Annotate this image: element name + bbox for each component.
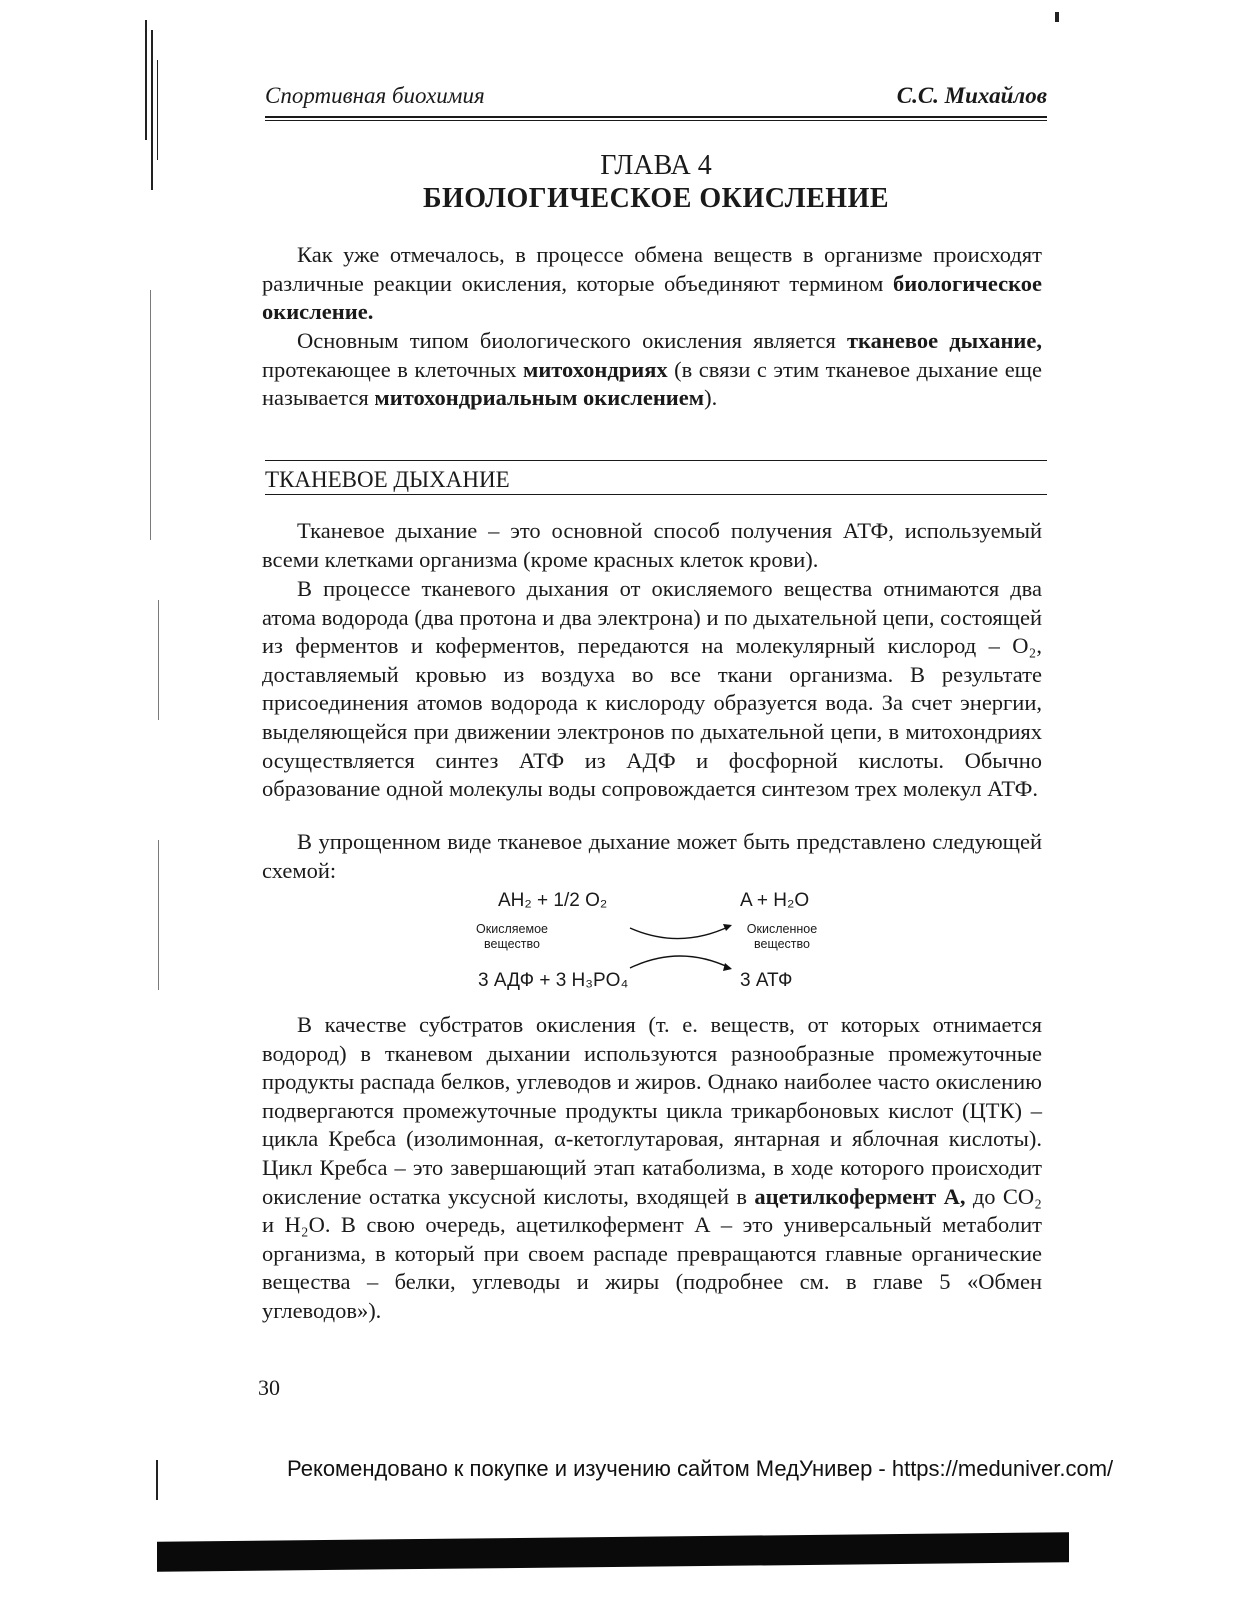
scan-margin-line (151, 30, 153, 190)
scan-margin-line (150, 290, 151, 540)
scan-margin-line (156, 1460, 158, 1500)
scan-margin-line (145, 20, 147, 140)
footer-note: Рекомендовано к покупке и изучению сайтом МедУнивер - https://meduniver.com/ (287, 1456, 1114, 1481)
intro-paragraph: Основным типом биологического окисления является тканевое дыхание, протекающее в клеточных митохондриях (в связи с этим тканевое дыхание еще называется митохондриальным окислением). (262, 328, 1042, 411)
section-title: ТКАНЕВОЕ ДЫХАНИЕ (265, 467, 510, 492)
reaction-scheme (460, 890, 860, 1000)
chapter-title: БИОЛОГИЧЕСКОЕ ОКИСЛЕНИЕ (422, 183, 890, 214)
scan-margin-line (158, 840, 159, 990)
scheme-substrates: 3 АДФ + 3 H₃PO₄ (478, 970, 629, 991)
scheme-atp: 3 АТФ (740, 970, 793, 991)
header-rule (265, 116, 1047, 118)
section-rule-top (265, 460, 1047, 461)
scheme-label-oxidizable: Окисляемое вещество (476, 922, 548, 951)
body-paragraph: Тканевое дыхание – это основной способ получения АТФ, используемый всеми клетками организма (кроме красных клеток крови). (262, 518, 1042, 572)
scheme-label-oxidized: Окисленное вещество (746, 922, 818, 951)
scheme-arrows (620, 920, 740, 975)
author-name: С.С. Михайлов (896, 83, 1047, 108)
section-rule-bottom (265, 494, 1047, 495)
scan-margin-line (158, 600, 159, 720)
page-number: 30 (258, 1375, 280, 1400)
scheme-reactants: AH₂ + 1/2 O₂ (498, 890, 608, 911)
scan-bottom-bar (157, 1532, 1069, 1572)
header-rule (265, 120, 1047, 121)
body-paragraph: В процессе тканевого дыхания от окисляемого вещества отнимаются два атома водорода (два протона и два электрона) и по дыхательной цепи, состоящей из ферментов и коферментов, передаются на молекулярный кислород – О₂, доставляемый кровью из воздуха во все ткани организма. В результате присоединения атомов водорода к кислороду образуется вода. За счет энергии, выделяющейся при движении электронов по дыхательной цепи, в митохондриях осуществляется синтез АТФ из АДФ и фосфорной кислоты. Обычно образование одной молекулы воды сопровождается синтезом трех молекул АТФ. (262, 576, 1042, 802)
scan-corner-mark (1055, 12, 1059, 22)
running-header (265, 83, 1047, 113)
scan-margin-line (157, 60, 158, 160)
body-paragraph: В упрощенном виде тканевое дыхание может быть представлено следующей схемой: (262, 829, 1042, 883)
scheme-products: A + H₂O (740, 890, 810, 911)
body-paragraph: В качестве субстратов окисления (т. е. веществ, от которых отнимается водород) в тканевом дыхании используются разнообразные промежуточные продукты распада белков, углеводов и жиров. Однако наиболее часто окислению подвергаются промежуточные продукты цикла трикарбоновых кислот (ЦТК) – цикла Кребса (изолимонная, α-кетоглутаровая, янтарная и яблочная кислоты). Цикл Кребса – это завершающий этап катаболизма, в ходе которого происходит окисление остатка уксусной кислоты, входящей в ацетилкофермент А, до СО₂ и Н₂О. В свою очередь, ацетилкофермент А – это универсальный метаболит организма, в который при своем распаде превращаются главные органические вещества – белки, углеводы и жиры (подробнее см. в главе 5 «Обмен углеводов»). (262, 1012, 1042, 1323)
intro-paragraph: Как уже отмечалось, в процессе обмена веществ в организме происходят различные реакции окисления, которые объединяют термином биологическое окисление. (262, 242, 1042, 325)
chapter-number: ГЛАВА 4 (600, 150, 712, 181)
book-title: Спортивная биохимия (265, 83, 485, 108)
